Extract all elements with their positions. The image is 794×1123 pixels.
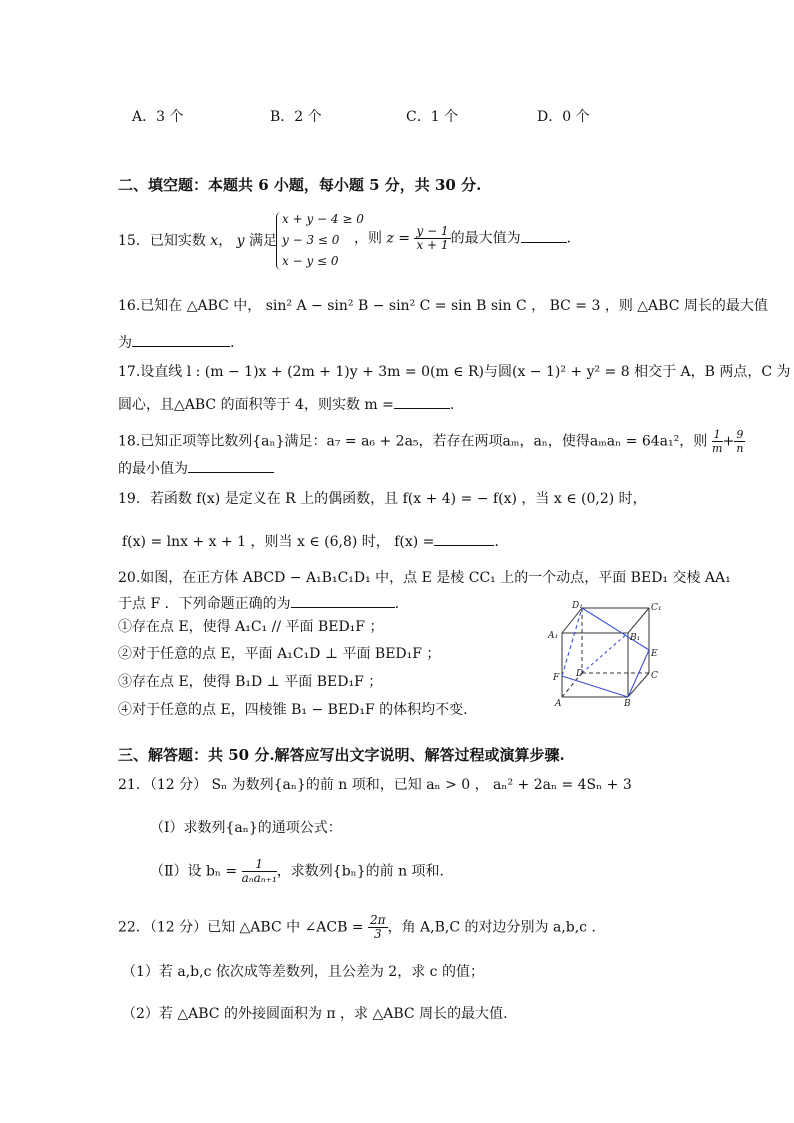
- q18-fraction-2: [734, 428, 745, 455]
- q15-ineq-3: x − y ≤ 0: [282, 254, 339, 268]
- q22-fraction: [368, 914, 388, 941]
- q17-line2: 圆心，且△ABC 的面积等于 4，则实数 m =: [118, 397, 394, 413]
- q15-sep: ，: [218, 233, 233, 249]
- label-c: C: [651, 671, 658, 681]
- q15-system: [282, 209, 364, 272]
- q18-answer-blank: [188, 460, 274, 473]
- q20-item-2: ②对于任意的点 E，平面 A₁C₁D ⊥ 平面 BED₁F ；: [118, 646, 441, 662]
- option-a: A．3 个: [132, 109, 184, 125]
- label-d: D: [576, 669, 584, 679]
- q15-denominator: x + 1: [416, 238, 449, 252]
- q18-f1-den: m: [711, 442, 723, 455]
- q20-item-4: ④对于任意的点 E，四棱锥 B₁ − BED₁F 的体积均不变.: [118, 702, 468, 718]
- q22-post: ，角 A,B,C 的对边分别为 a,b,c ．: [387, 919, 606, 936]
- q19-answer-blank: [434, 533, 494, 546]
- q19-line2: f(x) = lnx + x + 1 ，则当 x ∈ (6,8) 时， f(x) =: [122, 534, 435, 550]
- edge-a1d1: [562, 608, 582, 633]
- option-d: D．0 个: [537, 109, 590, 125]
- q15-y: y: [236, 233, 245, 249]
- q18-f1-num: 1: [713, 428, 721, 441]
- q16-line1: 16.已知在 △ABC 中， sin² A − sin² B − sin² C = sin B sin C ， BC = 3 ，则 △ABC 周长的最大值: [118, 298, 768, 314]
- edge-b1c1: [628, 608, 649, 633]
- label-c1: C₁: [651, 603, 662, 613]
- q21-frac-num: 1: [242, 858, 277, 872]
- q16-line2: 为: [118, 335, 132, 351]
- label-b1: B₁: [630, 633, 641, 643]
- q21-line1: 21．（12 分） Sₙ 为数列{aₙ}的前 n 项和，已知 aₙ > 0 ， aₙ² + 2aₙ = 4Sₙ + 3: [118, 777, 632, 793]
- q21-part2-pre: （Ⅱ）设 bₙ =: [150, 863, 238, 880]
- label-f: F: [553, 673, 560, 683]
- q17-line1: 17.设直线 l : (m − 1)x + (2m + 1)y + 3m = 0(m ∈ R)与圆(x − 1)² + y² = 8 相交于 A，B 两点，C 为: [118, 364, 791, 380]
- label-d1: D₁: [572, 601, 583, 611]
- diag-db1: [582, 633, 628, 673]
- option-b: B．2 个: [270, 109, 322, 125]
- q20-item-3: ③存在点 E，使得 B₁D ⊥ 平面 BED₁F ；: [118, 674, 383, 690]
- q20-item-1: ①存在点 E，使得 A₁C₁ // 平面 BED₁F ；: [118, 619, 384, 635]
- q22-frac-den: 3: [373, 927, 382, 941]
- q22-frac-num: 2π: [370, 913, 386, 927]
- q15-ineq-1: x + y − 4 ≥ 0: [282, 212, 364, 226]
- q21-part2-post: ，求数列{bₙ}的前 n 项和.: [276, 863, 445, 880]
- section-fd1: [562, 608, 582, 676]
- q15-z: z =: [386, 230, 411, 247]
- label-a: A: [555, 699, 562, 709]
- q21-part1: （Ⅰ）求数列{aₙ}的通项公式：: [150, 820, 342, 836]
- q20-answer-blank: [291, 595, 395, 608]
- q18-f2-den: n: [736, 442, 744, 455]
- option-c: C．1 个: [406, 109, 459, 125]
- q15-ineq-2: y − 3 ≤ 0: [282, 233, 340, 247]
- q15-then: ，则: [354, 230, 382, 247]
- q18-line1: 18.已知正项等比数列{aₙ}满足：a₇ = a₆ + 2a₅，若存在两项aₘ，aₙ，使得aₘaₙ = 64a₁²，则: [118, 433, 708, 450]
- section-bf: [562, 676, 628, 697]
- q15-pre: 15．已知实数: [118, 233, 206, 249]
- edge-bc: [628, 673, 649, 697]
- q22-part1: （1）若 a,b,c 依次成等差数列，且公差为 2，求 c 的值；: [122, 964, 484, 980]
- q20-line2: 于点 F ．下列命题正确的为: [118, 596, 291, 612]
- q18-plus: +: [722, 433, 735, 450]
- q15-fraction: [414, 225, 450, 252]
- q19-line1: 19．若函数 f(x) 是定义在 R 上的偶函数，且 f(x + 4) = − f(x) ，当 x ∈ (0,2) 时，: [118, 491, 647, 507]
- q20-line1: 20.如图，在正方体 ABCD − A₁B₁C₁D₁ 中，点 E 是棱 CC₁ 上的一个动点，平面 BED₁ 交棱 AA₁: [118, 570, 731, 586]
- cube-figure: [545, 598, 675, 710]
- q21-fraction: [242, 858, 277, 885]
- q15-mid: 满足: [249, 233, 278, 249]
- q15-post: 的最大值为: [450, 230, 521, 247]
- label-e: E: [651, 649, 658, 659]
- q18-fraction-1: [712, 428, 723, 455]
- q16-answer-blank: [132, 334, 230, 347]
- label-b: B: [624, 699, 631, 709]
- q17-answer-blank: [394, 396, 450, 409]
- q21-frac-den: aₙaₙ₊₁: [241, 871, 277, 885]
- label-a1: A₁: [548, 631, 559, 641]
- section3-title: 三、解答题：共 50 分.解答应写出文字说明、解答过程或演算步骤.: [118, 746, 565, 764]
- q15-brace: [276, 212, 281, 270]
- q15-answer-blank: [521, 230, 567, 243]
- section2-title: 二、填空题：本题共 6 小题，每小题 5 分，共 30 分.: [118, 176, 482, 194]
- q15-x: x: [210, 233, 219, 249]
- q22-pre: 22．（12 分）已知 △ABC 中 ∠ACB =: [118, 919, 364, 936]
- q18-line2: 的最小值为: [118, 461, 188, 477]
- q15-numerator: y − 1: [416, 224, 449, 238]
- q18-f2-num: 9: [736, 428, 744, 441]
- q22-part2: （2）若 △ABC 的外接圆面积为 π ，求 △ABC 周长的最大值.: [122, 1006, 508, 1022]
